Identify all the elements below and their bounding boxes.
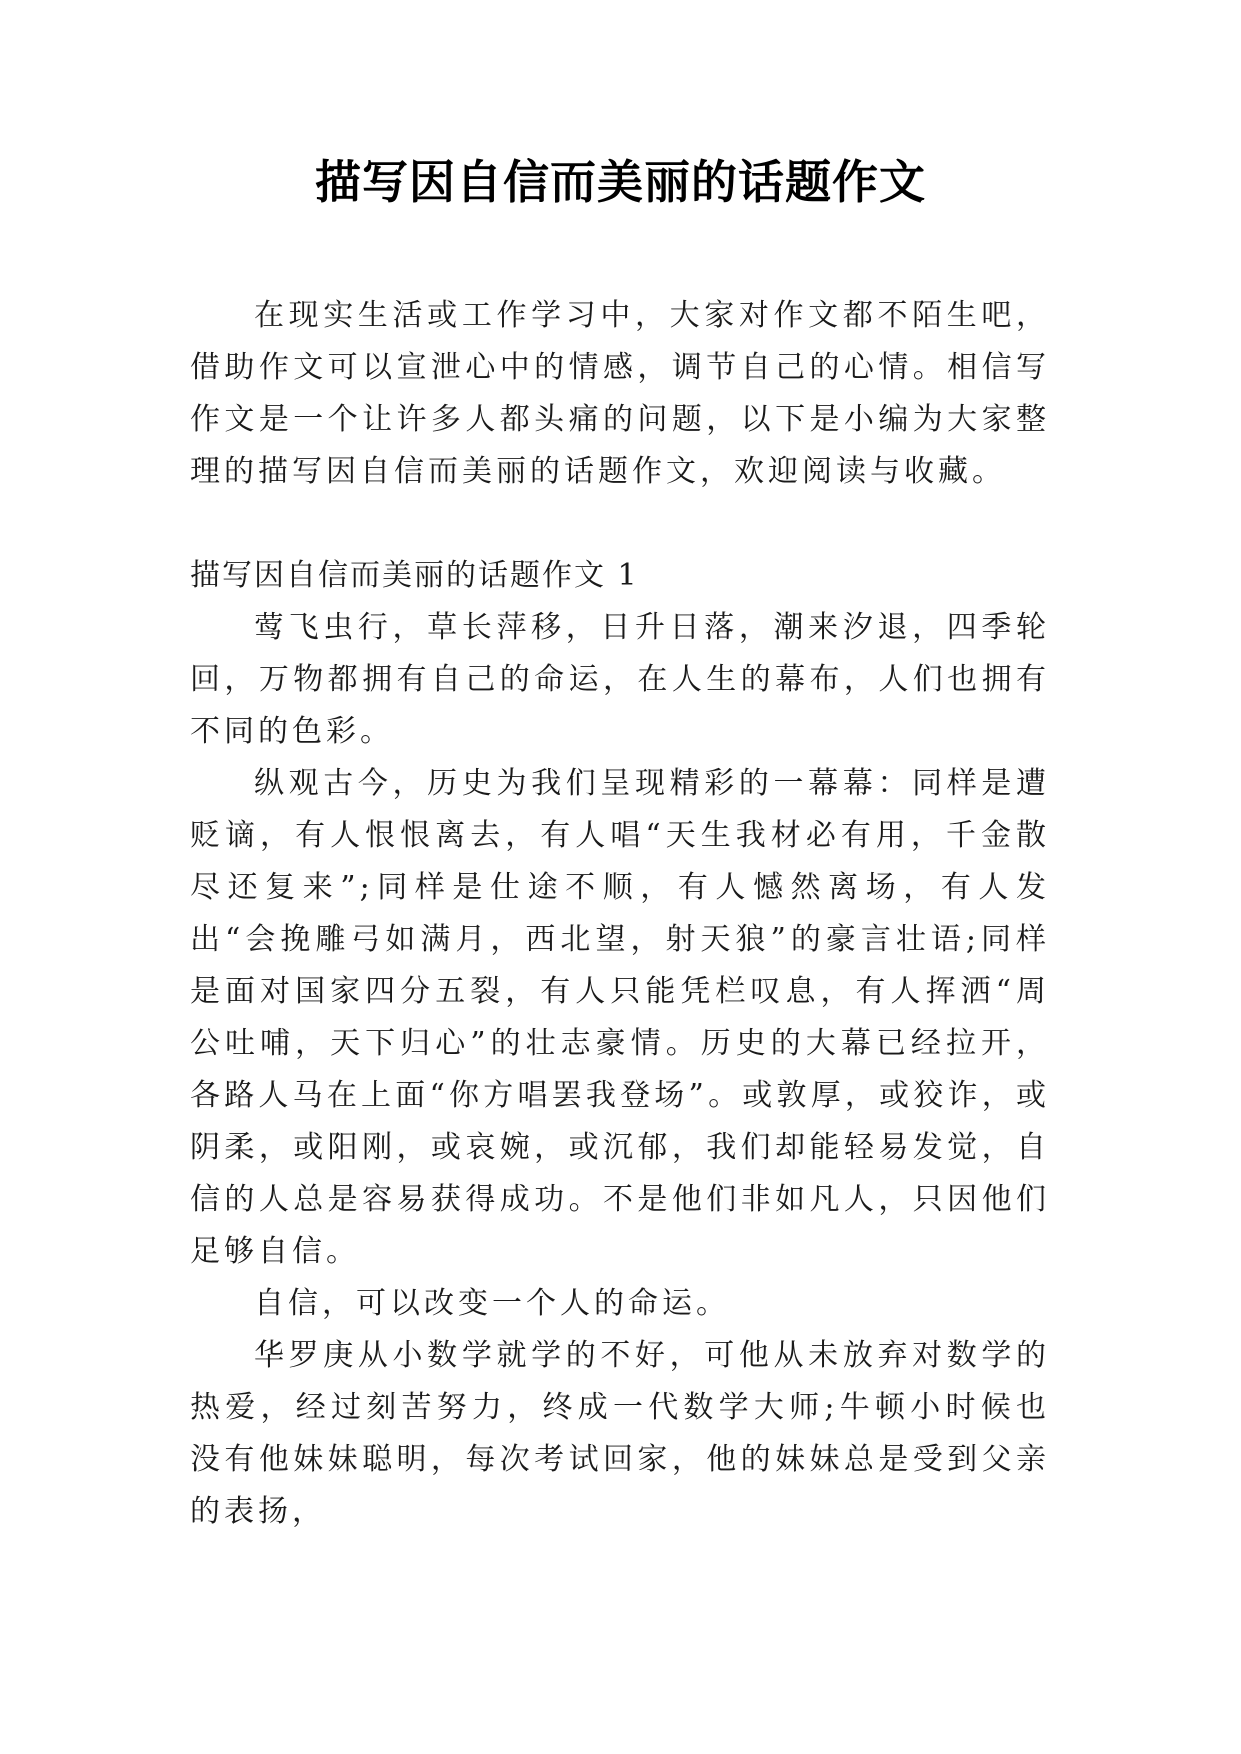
body-paragraph-2: 纵观古今，历史为我们呈现精彩的一幕幕：同样是遭贬谪，有人恨恨离去，有人唱“天生我材必有用，千金散尽还复来”;同样是仕途不顺，有人憾然离场，有人发出“会挽雕弓如满月，西北望，射天狼”的豪言壮语;同样是面对国家四分五裂，有人只能凭栏叹息，有人挥洒“周公吐哺，天下归心”的壮志豪情。历史的大幕已经拉开，各路人马在上面“你方唱罢我登场”。或敦厚，或狡诈，或阴柔，或阳刚，或哀婉，或沉郁，我们却能轻易发觉，自信的人总是容易获得成功。不是他们非如凡人，只因他们足够自信。 bbox=[190, 766, 1050, 1269]
body-paragraph-4: 华罗庚从小数学就学的不好，可他从未放弃对数学的热爱，经过刻苦努力，终成一代数学大师;牛顿小时候也没有他妹妹聪明，每次考试回家，他的妹妹总是受到父亲的表扬， bbox=[190, 1338, 1050, 1529]
section-heading: 描写因自信而美丽的话题作文 1 bbox=[190, 558, 639, 593]
page-title: 描写因自信而美丽的话题作文 bbox=[315, 155, 926, 209]
body-paragraph-1: 莺飞虫行，草长萍移，日升日落，潮来汐退，四季轮回，万物都拥有自己的命运，在人生的幕布，人们也拥有不同的色彩。 bbox=[190, 610, 1050, 749]
body-paragraph-3: 自信，可以改变一个人的命运。 bbox=[254, 1286, 730, 1321]
intro-paragraph: 在现实生活或工作学习中，大家对作文都不陌生吧，借助作文可以宣泄心中的情感，调节自己的心情。相信写作文是一个让许多人都头痛的问题，以下是小编为大家整理的描写因自信而美丽的话题作文，欢迎阅读与收藏。 bbox=[190, 298, 1050, 489]
document-body bbox=[190, 290, 1050, 1538]
